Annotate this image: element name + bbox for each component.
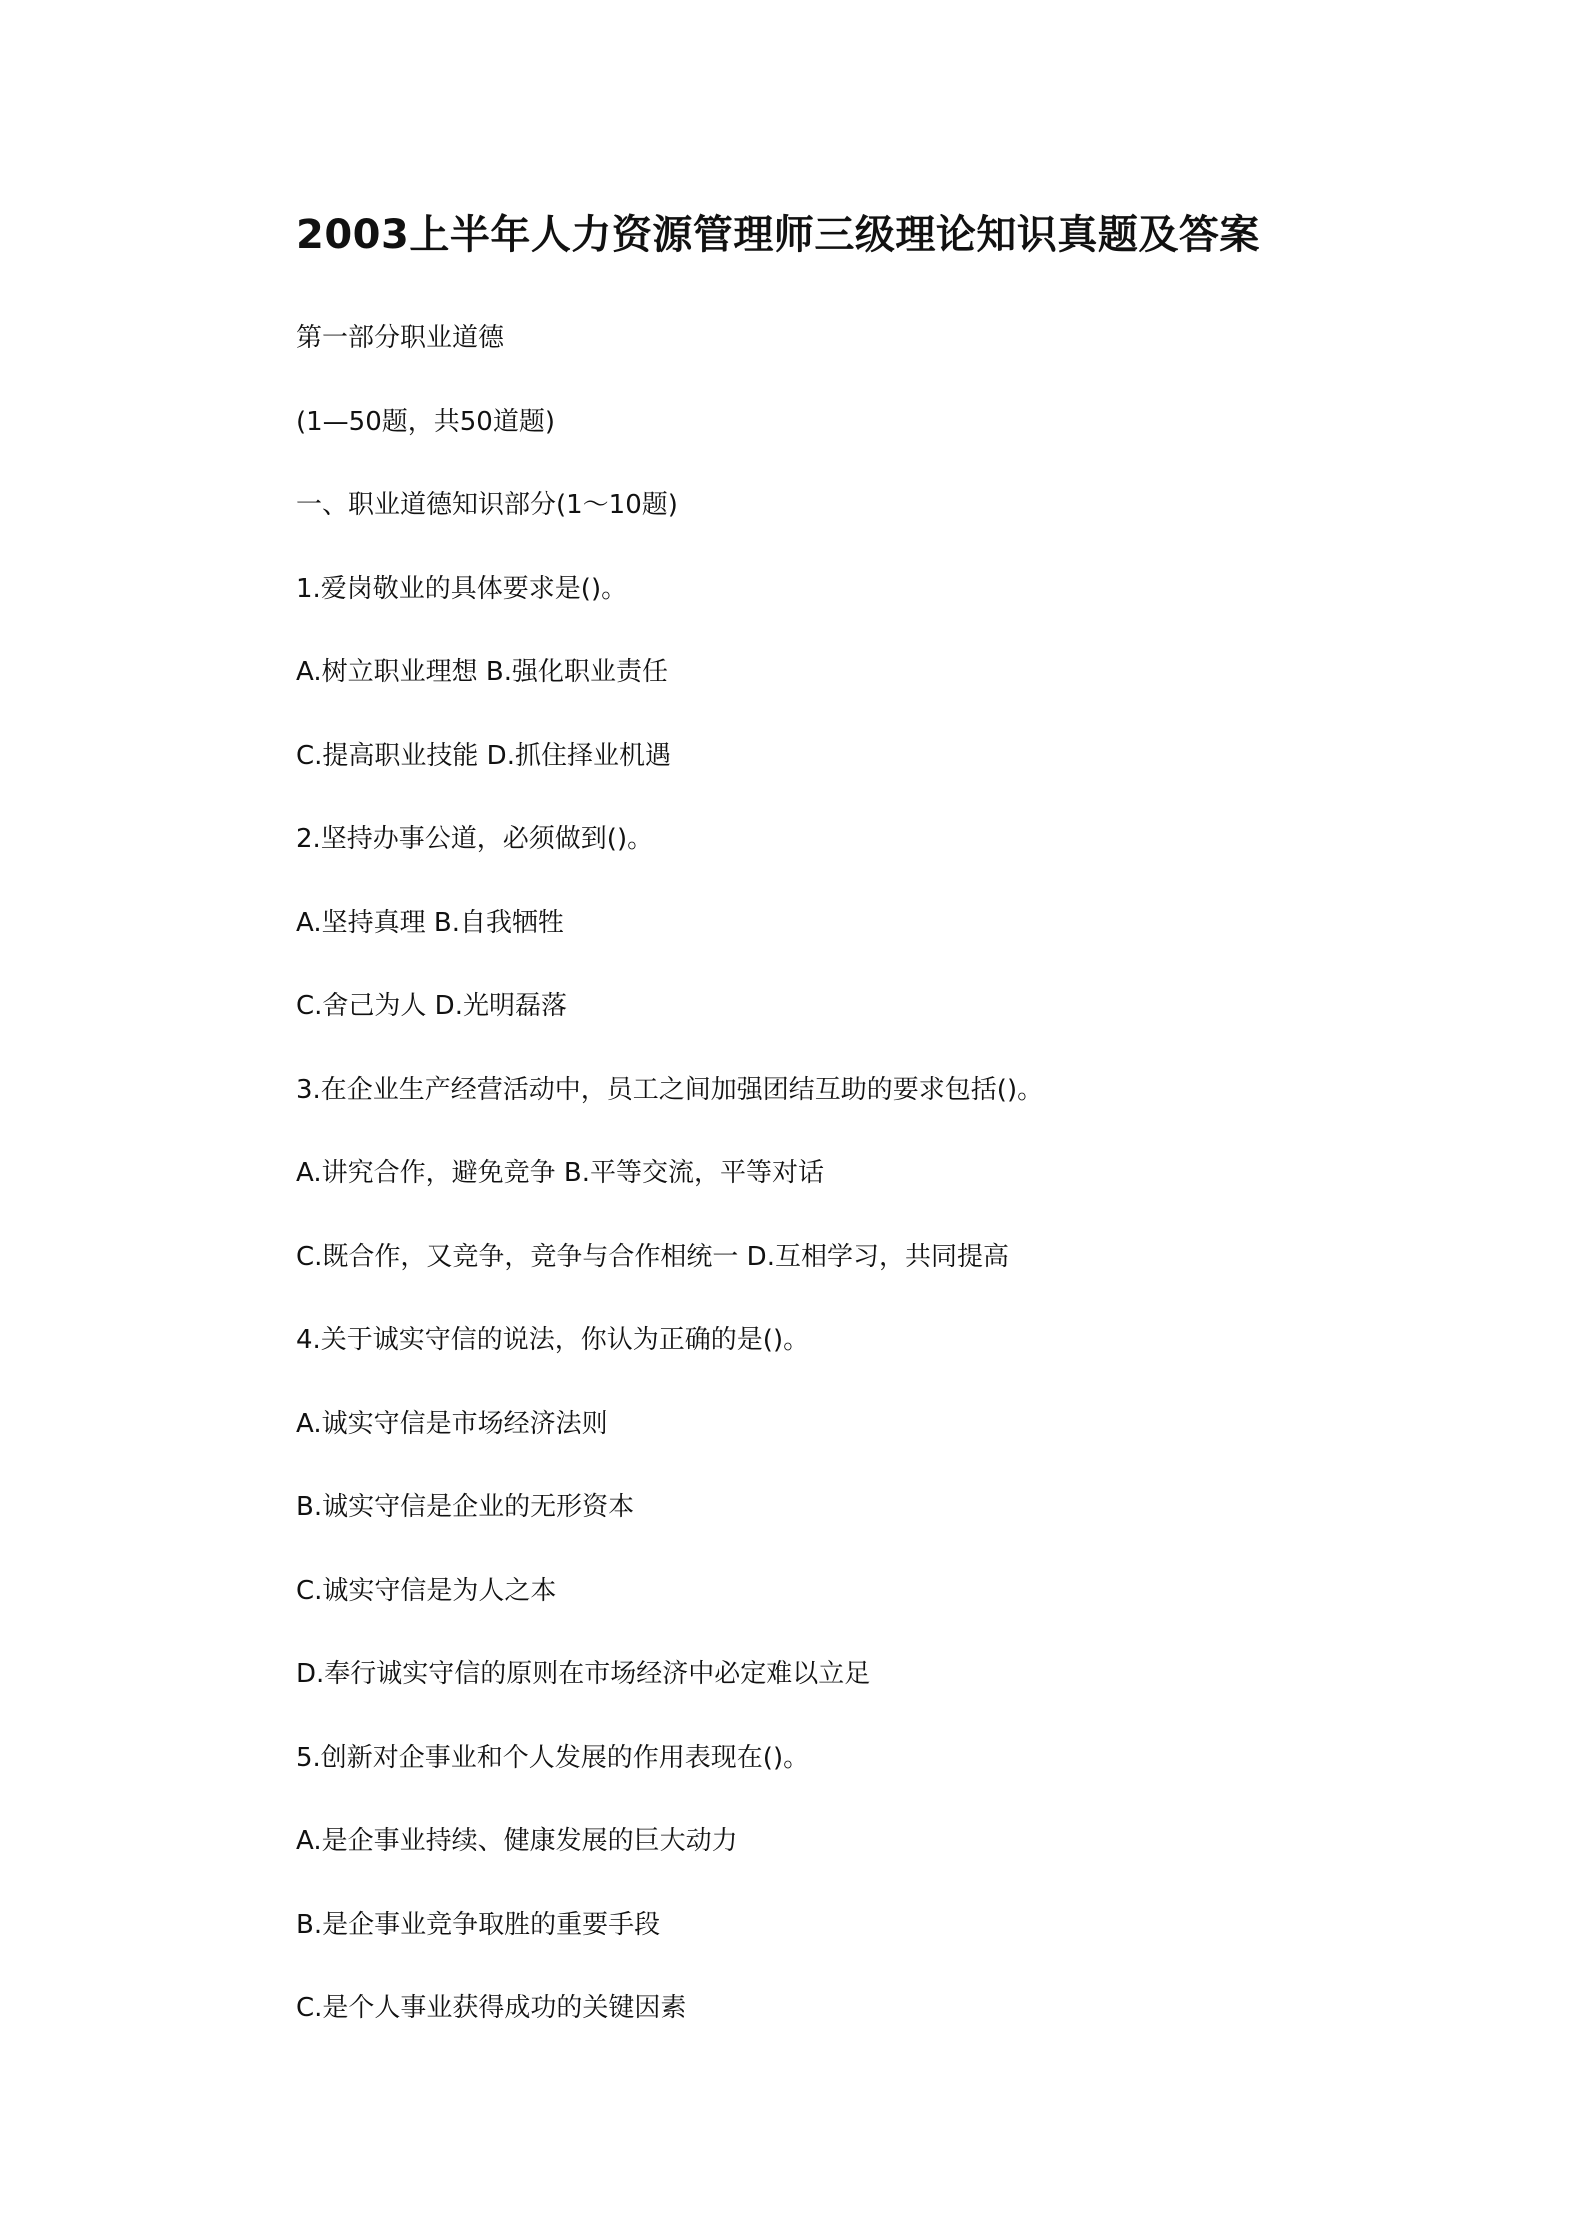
- section-heading: 第一部分职业道德: [296, 323, 505, 353]
- question-2-options-ab: A.坚持真理 B.自我牺牲: [296, 907, 564, 938]
- question-5: 5.创新对企事业和个人发展的作用表现在()。: [296, 1742, 810, 1773]
- question-4-option-b: B.诚实守信是企业的无形资本: [296, 1492, 635, 1522]
- question-4: 4.关于诚实守信的说法，你认为正确的是()。: [296, 1325, 810, 1355]
- question-5-option-a: A.是企事业持续、健康发展的巨大动力: [296, 1826, 738, 1856]
- question-5-option-c: C.是个人事业获得成功的关键因素: [296, 1993, 687, 2023]
- question-1-options-ab: A.树立职业理想 B.强化职业责任: [296, 657, 668, 687]
- question-4-option-c: C.诚实守信是为人之本: [296, 1575, 557, 1606]
- subsection-heading: 一、职业道德知识部分(1～10题): [296, 490, 678, 520]
- question-3: 3.在企业生产经营活动中，员工之间加强团结互助的要求包括()。: [296, 1074, 1044, 1105]
- section-note: (1—50题，共50道题): [296, 406, 555, 437]
- question-4-option-a: A.诚实守信是市场经济法则: [296, 1408, 608, 1439]
- document-body: [296, 318, 1496, 2072]
- question-2: 2.坚持办事公道，必须做到()。: [296, 824, 654, 854]
- question-3-options-cd: C.既合作，又竞争，竞争与合作相统一 D.互相学习，共同提高: [296, 1241, 1009, 1272]
- question-5-option-b: B.是企事业竞争取胜的重要手段: [296, 1909, 661, 1940]
- question-2-options-cd: C.舍己为人 D.光明磊落: [296, 991, 567, 1021]
- document-title: 2003上半年人力资源管理师三级理论知识真题及答案: [296, 212, 1260, 258]
- question-4-option-d: D.奉行诚实守信的原则在市场经济中必定难以立足: [296, 1659, 871, 1689]
- question-1-options-cd: C.提高职业技能 D.抓住择业机遇: [296, 740, 671, 771]
- question-1: 1.爱岗敬业的具体要求是()。: [296, 573, 628, 604]
- question-3-options-ab: A.讲究合作，避免竞争 B.平等交流，平等对话: [296, 1158, 824, 1188]
